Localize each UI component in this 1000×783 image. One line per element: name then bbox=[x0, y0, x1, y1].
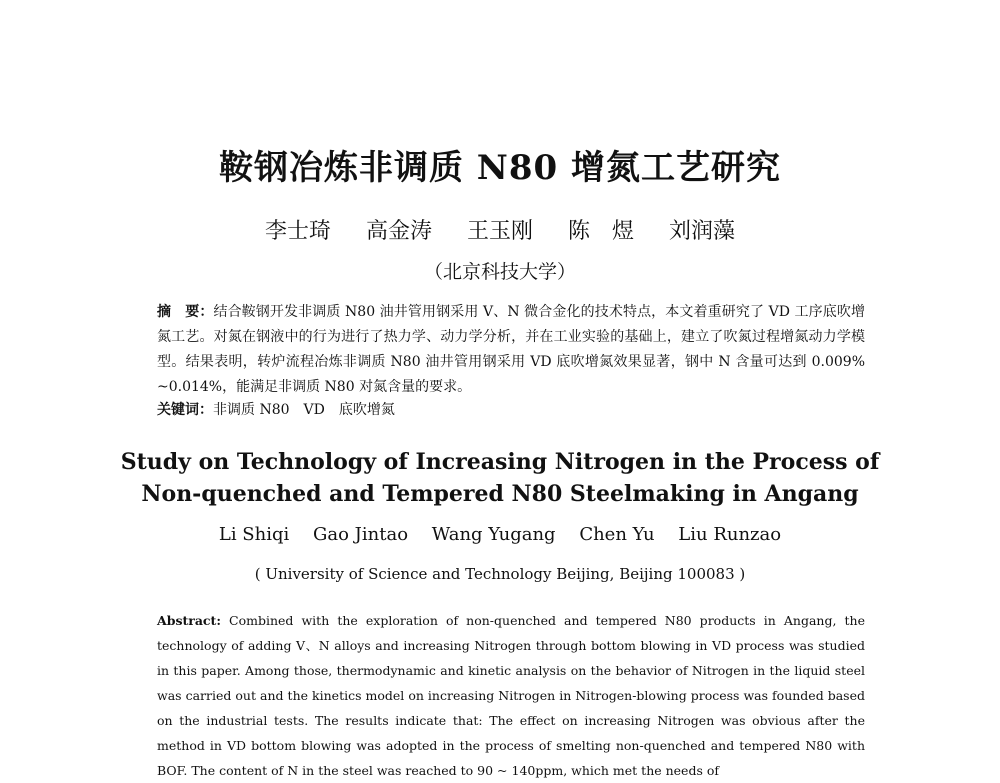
chinese-authors bbox=[0, 214, 1000, 245]
author-name: Gao Jintao bbox=[313, 524, 409, 545]
author-name: Wang Yugang bbox=[431, 524, 556, 545]
english-abstract-label: Abstract: bbox=[157, 613, 221, 628]
english-title-line: Non-quenched and Tempered N80 Steelmaking in Angang bbox=[141, 481, 859, 507]
english-abstract bbox=[157, 608, 865, 783]
author-name: Liu Runzao bbox=[678, 524, 782, 545]
author-name: 刘润藻 bbox=[669, 219, 736, 244]
english-title bbox=[0, 446, 1000, 510]
author-name: 王玉刚 bbox=[466, 219, 533, 244]
author-name: 李士琦 bbox=[264, 219, 331, 244]
author-name: Li Shiqi bbox=[218, 524, 290, 545]
chinese-affiliation: （北京科技大学） bbox=[423, 261, 576, 283]
english-abstract-text: Combined with the exploration of non-quenched and tempered N80 products in Angang, the technology of adding V、N alloys and increasing Nitrogen through bottom blowing in VD process was studied in this paper. Among those, thermodynamic and kinetic analysis on the behavior of Nitrogen in the liquid steel was carried out and the kinetics model on increasing Nitrogen in Nitrogen-blowing process was founded based on the industrial tests. The results indicate that: The effect on increasing Nitrogen was obvious after the method in VD bottom blowing was adopted in the process of smelting non-quenched and tempered N80 with BOF. The content of N in the steel was reached to 90 ~ 140ppm, which met the needs of bbox=[157, 613, 865, 778]
chinese-abstract-text: 结合鞍钢开发非调质 N80 油井管用钢采用 V、N 微合金化的技术特点，本文着重研究了 VD 工序底吹增氮工艺。对氮在钢液中的行为进行了热力学、动力学分析，并在工业实验的基础上，建立了吹氮过程增氮动力学模型。结果表明，转炉流程冶炼非调质 N80 油井管用钢采用 VD 底吹增氮效果显著，钢中 N 含量可达到 0.009% ~0.014%，能满足非调质 N80 对氮含量的要求。 bbox=[157, 304, 865, 395]
author-name: Chen Yu bbox=[579, 524, 655, 545]
author-name: 高金涛 bbox=[365, 219, 432, 244]
chinese-abstract-label: 摘 要： bbox=[157, 304, 214, 320]
author-name: 陈 煜 bbox=[568, 219, 635, 244]
chinese-keywords bbox=[157, 399, 865, 421]
chinese-keywords-text: 非调质 N80 VD 底吹增氮 bbox=[213, 402, 395, 418]
chinese-title: 鞍钢冶炼非调质 N80 增氮工艺研究 bbox=[218, 148, 782, 188]
english-authors bbox=[0, 524, 1000, 545]
english-affiliation: ( University of Science and Technology Beijing, Beijing 100083 ) bbox=[254, 565, 746, 583]
chinese-abstract bbox=[157, 300, 865, 400]
chinese-keywords-label: 关键词： bbox=[157, 402, 213, 418]
english-title-line: Study on Technology of Increasing Nitrogen in the Process of bbox=[120, 449, 880, 475]
